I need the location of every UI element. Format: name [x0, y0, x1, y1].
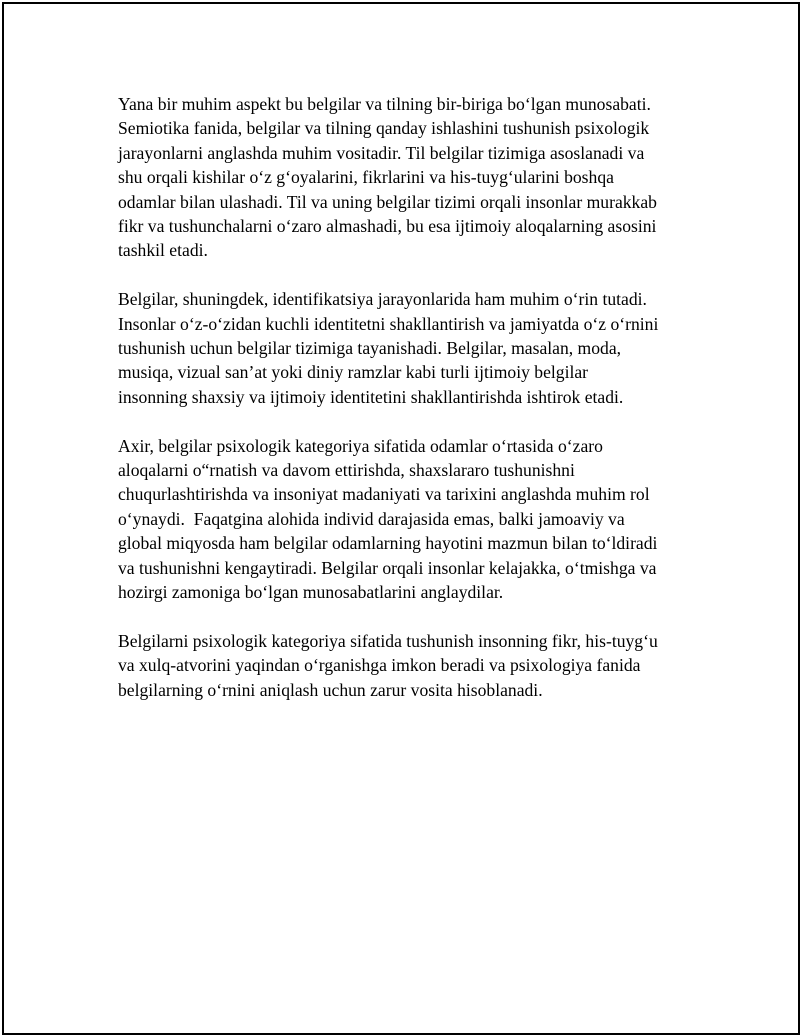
text-line: tashkil etadi. [118, 240, 208, 261]
paragraph-interpersonal [118, 434, 708, 605]
text-line: jarayonlarni anglashda muhim vositadir. Til belgilar tizimiga asoslanadi va [118, 142, 645, 163]
text-line: va tushunishni kengaytiradi. Belgilar orqali insonlar kelajakka, o‘tmishga va [118, 557, 657, 578]
text-line: aloqalarni o“rnatish va davom ettirishda, shaxslararo tushunishni [118, 460, 575, 481]
text-line: global miqyosda ham belgilar odamlarning hayotini mazmun bilan to‘ldiradi [118, 533, 658, 554]
paragraph-conclusion [118, 629, 708, 702]
text-line: tushunish uchun belgilar tizimiga tayanishadi. Belgilar, masalan, moda, [118, 338, 622, 359]
document-body [118, 92, 708, 727]
text-line: fikr va tushunchalarni o‘zaro almashadi, bu esa ijtimoiy aloqalarning asosini [118, 216, 657, 237]
text-line: o‘ynaydi. Faqatgina alohida individ darajasida emas, balki jamoaviy va [118, 508, 625, 529]
text-line: belgilarning o‘rnini aniqlash uchun zarur vosita hisoblanadi. [118, 679, 543, 700]
text-line: insonning shaxsiy va ijtimoiy identitetini shakllantirishda ishtirok etadi. [118, 386, 624, 407]
paragraph-language-and-signs [118, 92, 708, 263]
text-line: hozirgi zamoniga bo‘lgan munosabatlarini anglaydilar. [118, 582, 504, 603]
text-line: Axir, belgilar psixologik kategoriya sifatida odamlar o‘rtasida o‘zaro [118, 435, 603, 456]
text-line: Insonlar o‘z-o‘zidan kuchli identitetni shakllantirish va jamiyatda o‘z o‘rnini [118, 313, 659, 334]
text-line: odamlar bilan ulashadi. Til va uning belgilar tizimi orqali insonlar murakkab [118, 191, 657, 212]
text-line: Yana bir muhim aspekt bu belgilar va tilning bir-biriga bo‘lgan munosabati. [118, 94, 651, 114]
text-line: chuqurlashtirishda va insoniyat madaniyati va tarixini anglashda muhim rol [118, 484, 650, 505]
text-line: Semiotika fanida, belgilar va tilning qanday ishlashini tushunish psixologik [118, 118, 650, 139]
text-line: musiqa, vizual san’at yoki diniy ramzlar kabi turli ijtimoiy belgilar [118, 362, 589, 383]
text-line: Belgilarni psixologik kategoriya sifatida tushunish insonning fikr, his-tuyg‘u [118, 630, 658, 651]
paragraph-identification [118, 287, 708, 409]
text-line: shu orqali kishilar o‘z g‘oyalarini, fikrlarini va his-tuyg‘ularini boshqa [118, 167, 614, 188]
text-line: va xulq-atvorini yaqindan o‘rganishga imkon beradi va psixologiya fanida [118, 655, 641, 676]
text-line: Belgilar, shuningdek, identifikatsiya jarayonlarida ham muhim o‘rin tutadi. [118, 289, 647, 310]
